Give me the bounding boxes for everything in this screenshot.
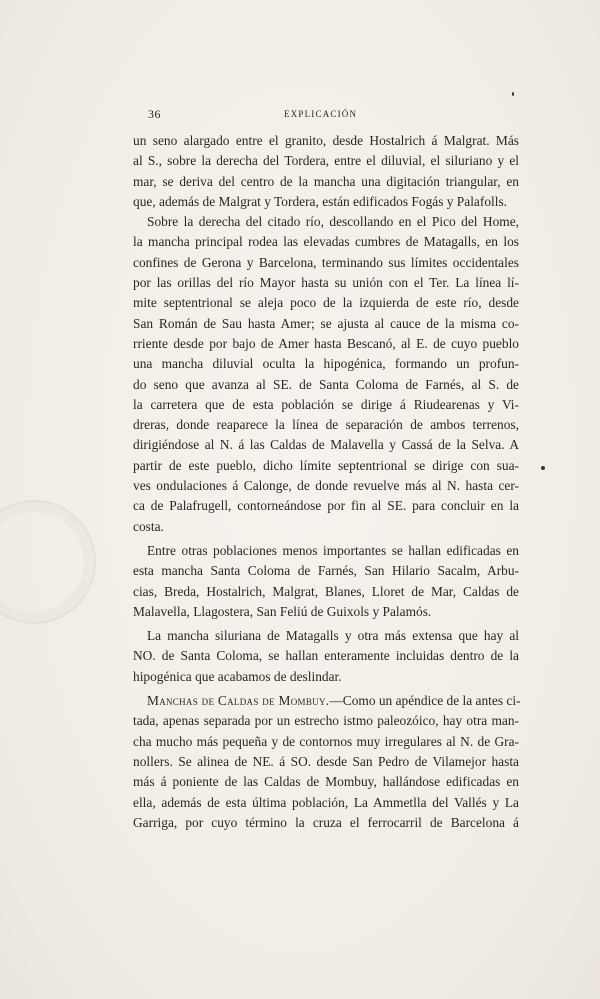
paragraph xyxy=(133,541,519,622)
text-line: NO. de Santa Coloma, se hallan enteramente incluidas dentro de la xyxy=(133,648,519,664)
paragraph xyxy=(133,212,519,537)
text-line: dreras, donde reaparece la línea de separación de ambos terrenos, xyxy=(133,417,519,433)
text-line: La mancha siluriana de Matagalls y otra más extensa que hay al xyxy=(147,628,519,644)
text-line: una mancha diluvial oculta la hipogénica, formando un profun- xyxy=(133,356,519,372)
paragraph xyxy=(133,691,519,833)
text-line: cias, Breda, Hostalrich, Malgrat, Blanes, Lloret de Mar, Caldas de xyxy=(133,583,519,599)
text-line: Entre otras poblaciones menos importantes se hallan edificadas en xyxy=(147,542,519,558)
text-line xyxy=(133,691,519,711)
page-number: 36 xyxy=(148,107,161,121)
text-line: partir de este pueblo, dicho límite septentrional se dirige con sua- xyxy=(133,457,519,473)
section-heading: Manchas de Caldas de Mombuy. xyxy=(147,693,330,709)
text-line: la mancha principal rodea las elevadas cumbres de Matagalls, en los xyxy=(133,234,519,250)
text-line: confines de Gerona y Barcelona, terminando sus límites occidentales xyxy=(133,254,519,270)
text-line: hipogénica que acabamos de deslindar. xyxy=(133,668,342,684)
text-line: San Román de Sau hasta Amer; se ajusta al cauce de la misma co- xyxy=(133,315,519,331)
text-line: nollers. Se alinea de NE. á SO. desde San Pedro de Vilamejor hasta xyxy=(133,753,519,769)
ink-speck xyxy=(541,466,545,470)
text-line: que, además de Malgrat y Tordera, están edificados Fogás y Palafolls. xyxy=(133,193,508,209)
text-line: do seno que avanza al SE. de Santa Coloma de Farnés, al S. de xyxy=(133,376,519,392)
text-line: cha mucho más pequeña y de contornos muy irregulares al N. de Gra- xyxy=(133,733,519,749)
text-line: Malavella, Llagostera, San Feliú de Guixols y Palamós. xyxy=(133,603,432,619)
text-line: la carretera que de esta población se dirige á Riudearenas y Vi- xyxy=(133,396,519,412)
text-line: Garriga, por cuyo término la cruza el ferrocarril de Barcelona á xyxy=(133,814,519,830)
text-line: ca de Palafrugell, contorneándose por fin al SE. para concluir en la xyxy=(133,498,519,514)
text-line: ella, además de esta última población, La Ammetlla del Vallés y La xyxy=(133,794,519,810)
text-line: costa. xyxy=(133,518,164,534)
text-fragment: —Como un apéndice de la antes ci- xyxy=(329,693,521,709)
running-head: EXPLICACIÓN xyxy=(284,109,358,119)
page-header xyxy=(148,107,528,121)
text-line: dirigiéndose al N. á las Caldas de Malavella y Cassá de la Selva. A xyxy=(133,437,519,453)
text-line: ves ondulaciones á Calonge, de donde revuelve más al N. hasta cer- xyxy=(133,478,519,494)
library-stamp-ghost xyxy=(0,500,96,624)
text-line: tada, apenas separada por un estrecho istmo paleozóico, hay otra man- xyxy=(133,713,519,729)
text-line: más á poniente de las Caldas de Mombuy, hallándose edificadas en xyxy=(133,774,519,790)
text-line: mar, se deriva del centro de la mancha una digitación triangular, en xyxy=(133,173,519,189)
text-line: al S., sobre la derecha del Tordera, entre el diluvial, el siluriano y el xyxy=(133,153,519,169)
text-line: mite septentrional se aleja poco de la izquierda de este río, desde xyxy=(133,295,519,311)
text-line: rriente desde por bajo de Amer hasta Bescanó, al E. de cuyo pueblo xyxy=(133,335,519,351)
text-line: esta mancha Santa Coloma de Farnés, San Hilario Sacalm, Arbu- xyxy=(133,563,519,579)
text-line: por las orillas del río Mayor hasta su unión con el Ter. La línea lí- xyxy=(133,275,519,291)
text-line: un seno alargado entre el granito, desde Hostalrich á Malgrat. Más xyxy=(133,133,519,148)
paragraph xyxy=(133,626,519,687)
body-text xyxy=(133,131,519,833)
ink-speck xyxy=(512,92,514,96)
text-line: Sobre la derecha del citado río, descollando en el Pico del Home, xyxy=(147,214,519,230)
paragraph xyxy=(133,131,519,212)
